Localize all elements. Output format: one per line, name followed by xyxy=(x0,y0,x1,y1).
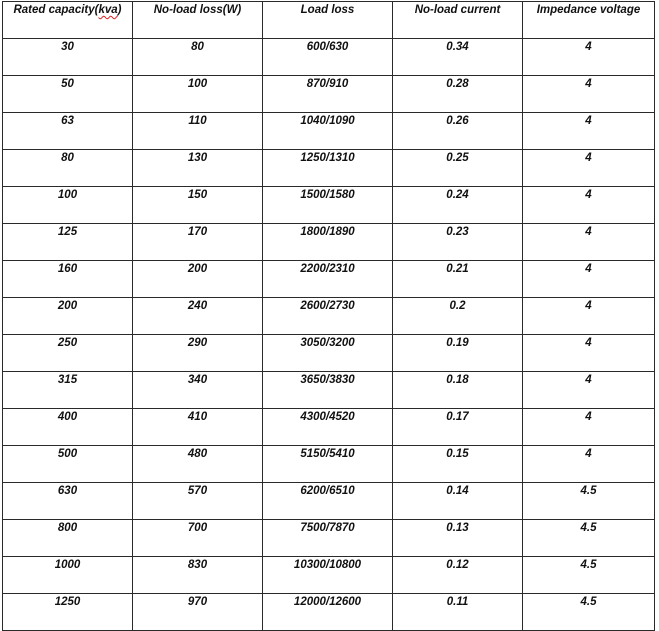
load-loss-cell: 4300/4520 xyxy=(263,409,393,446)
no-load-loss-cell: 410 xyxy=(133,409,263,446)
rated-capacity-cell: 630 xyxy=(3,483,133,520)
load-loss-cell: 7500/7870 xyxy=(263,520,393,557)
impedance-voltage-cell: 4 xyxy=(523,224,655,261)
table-row xyxy=(3,298,655,335)
impedance-voltage-cell: 4 xyxy=(523,335,655,372)
no-load-loss-cell: 110 xyxy=(133,113,263,150)
rated-capacity-cell: 50 xyxy=(3,76,133,113)
no-load-current-cell: 0.13 xyxy=(393,520,523,557)
header-no-load-loss: No-load loss(W) xyxy=(133,2,263,39)
load-loss-cell: 2600/2730 xyxy=(263,298,393,335)
no-load-loss-cell: 100 xyxy=(133,76,263,113)
table-row xyxy=(3,76,655,113)
rated-capacity-cell: 1250 xyxy=(3,594,133,631)
table-row xyxy=(3,187,655,224)
rated-capacity-cell: 125 xyxy=(3,224,133,261)
table-row xyxy=(3,113,655,150)
no-load-loss-cell: 830 xyxy=(133,557,263,594)
impedance-voltage-cell: 4 xyxy=(523,261,655,298)
table-row xyxy=(3,483,655,520)
no-load-current-cell: 0.24 xyxy=(393,187,523,224)
table-row xyxy=(3,557,655,594)
no-load-current-cell: 0.21 xyxy=(393,261,523,298)
load-loss-cell: 870/910 xyxy=(263,76,393,113)
rated-capacity-cell: 500 xyxy=(3,446,133,483)
no-load-current-cell: 0.12 xyxy=(393,557,523,594)
rated-capacity-cell: 80 xyxy=(3,150,133,187)
rated-capacity-cell: 100 xyxy=(3,187,133,224)
load-loss-cell: 600/630 xyxy=(263,39,393,76)
header-row xyxy=(3,2,655,39)
table-row xyxy=(3,594,655,631)
no-load-loss-cell: 480 xyxy=(133,446,263,483)
load-loss-cell: 12000/12600 xyxy=(263,594,393,631)
rated-capacity-cell: 400 xyxy=(3,409,133,446)
no-load-loss-cell: 200 xyxy=(133,261,263,298)
header-rated-capacity-prefix: Rated capacity( xyxy=(13,4,99,16)
no-load-current-cell: 0.17 xyxy=(393,409,523,446)
load-loss-cell: 1500/1580 xyxy=(263,187,393,224)
load-loss-cell: 3050/3200 xyxy=(263,335,393,372)
table-row xyxy=(3,39,655,76)
table-row xyxy=(3,261,655,298)
no-load-current-cell: 0.11 xyxy=(393,594,523,631)
rated-capacity-cell: 30 xyxy=(3,39,133,76)
impedance-voltage-cell: 4 xyxy=(523,39,655,76)
load-loss-cell: 1800/1890 xyxy=(263,224,393,261)
no-load-loss-cell: 240 xyxy=(133,298,263,335)
header-rated-capacity-unit: kva xyxy=(98,4,118,16)
load-loss-cell: 1040/1090 xyxy=(263,113,393,150)
impedance-voltage-cell: 4 xyxy=(523,150,655,187)
rated-capacity-cell: 250 xyxy=(3,335,133,372)
impedance-voltage-cell: 4 xyxy=(523,113,655,150)
table-row xyxy=(3,446,655,483)
no-load-current-cell: 0.19 xyxy=(393,335,523,372)
table-row xyxy=(3,150,655,187)
load-loss-cell: 3650/3830 xyxy=(263,372,393,409)
rated-capacity-cell: 800 xyxy=(3,520,133,557)
no-load-loss-cell: 970 xyxy=(133,594,263,631)
no-load-current-cell: 0.28 xyxy=(393,76,523,113)
load-loss-cell: 5150/5410 xyxy=(263,446,393,483)
rated-capacity-cell: 160 xyxy=(3,261,133,298)
rated-capacity-cell: 1000 xyxy=(3,557,133,594)
transformer-spec-table xyxy=(2,1,655,631)
impedance-voltage-cell: 4 xyxy=(523,446,655,483)
no-load-loss-cell: 170 xyxy=(133,224,263,261)
rated-capacity-cell: 315 xyxy=(3,372,133,409)
load-loss-cell: 1250/1310 xyxy=(263,150,393,187)
header-impedance-voltage: Impedance voltage xyxy=(523,2,655,39)
spec-table-container xyxy=(2,1,654,631)
table-header xyxy=(3,2,655,39)
impedance-voltage-cell: 4 xyxy=(523,187,655,224)
no-load-loss-cell: 570 xyxy=(133,483,263,520)
no-load-current-cell: 0.18 xyxy=(393,372,523,409)
table-row xyxy=(3,520,655,557)
no-load-loss-cell: 130 xyxy=(133,150,263,187)
table-row xyxy=(3,224,655,261)
no-load-loss-cell: 150 xyxy=(133,187,263,224)
no-load-current-cell: 0.23 xyxy=(393,224,523,261)
impedance-voltage-cell: 4.5 xyxy=(523,520,655,557)
impedance-voltage-cell: 4 xyxy=(523,298,655,335)
no-load-current-cell: 0.15 xyxy=(393,446,523,483)
rated-capacity-cell: 200 xyxy=(3,298,133,335)
no-load-current-cell: 0.25 xyxy=(393,150,523,187)
impedance-voltage-cell: 4.5 xyxy=(523,594,655,631)
header-load-loss: Load loss xyxy=(263,2,393,39)
header-no-load-current: No-load current xyxy=(393,2,523,39)
impedance-voltage-cell: 4 xyxy=(523,409,655,446)
rated-capacity-cell: 63 xyxy=(3,113,133,150)
no-load-loss-cell: 700 xyxy=(133,520,263,557)
impedance-voltage-cell: 4 xyxy=(523,372,655,409)
table-body xyxy=(3,39,655,631)
impedance-voltage-cell: 4 xyxy=(523,76,655,113)
header-rated-capacity xyxy=(3,2,133,39)
no-load-current-cell: 0.14 xyxy=(393,483,523,520)
load-loss-cell: 2200/2310 xyxy=(263,261,393,298)
no-load-loss-cell: 340 xyxy=(133,372,263,409)
load-loss-cell: 6200/6510 xyxy=(263,483,393,520)
no-load-current-cell: 0.34 xyxy=(393,39,523,76)
table-row xyxy=(3,409,655,446)
impedance-voltage-cell: 4.5 xyxy=(523,483,655,520)
table-row xyxy=(3,335,655,372)
load-loss-cell: 10300/10800 xyxy=(263,557,393,594)
no-load-loss-cell: 290 xyxy=(133,335,263,372)
header-rated-capacity-suffix: ) xyxy=(117,4,122,16)
impedance-voltage-cell: 4.5 xyxy=(523,557,655,594)
no-load-loss-cell: 80 xyxy=(133,39,263,76)
table-row xyxy=(3,372,655,409)
no-load-current-cell: 0.26 xyxy=(393,113,523,150)
no-load-current-cell: 0.2 xyxy=(393,298,523,335)
